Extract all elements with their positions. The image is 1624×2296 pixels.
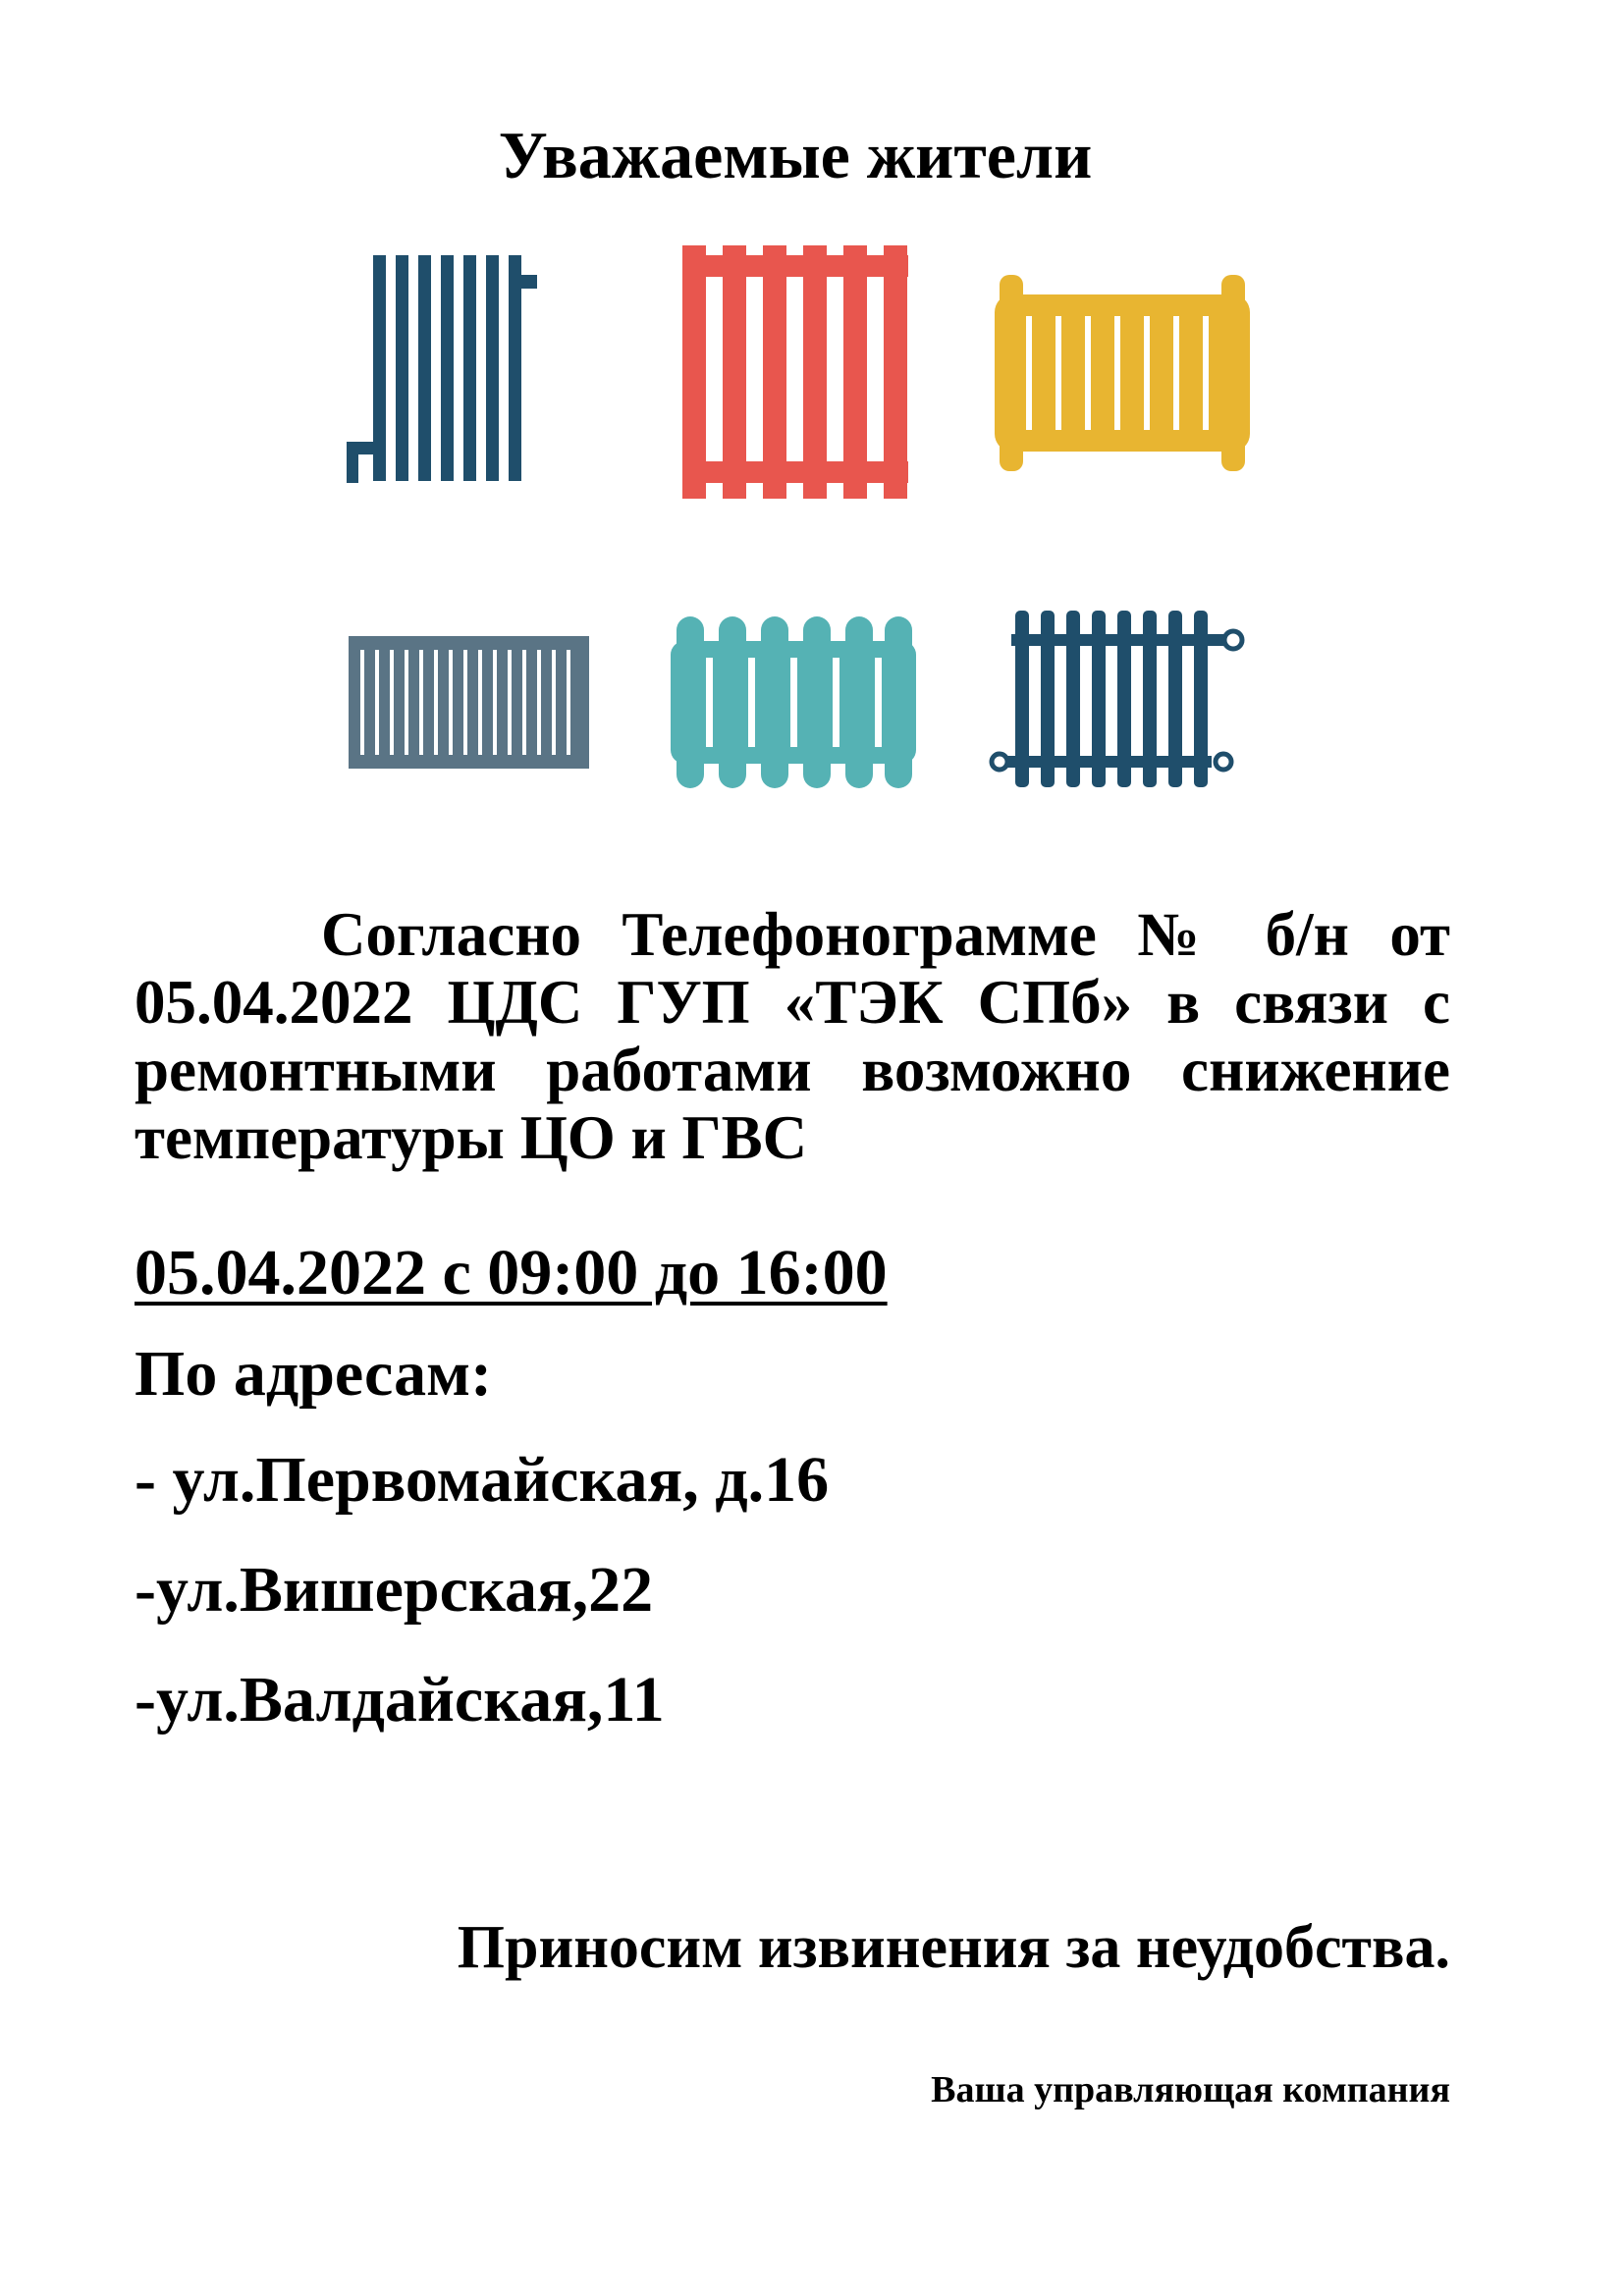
column-radiator-icon [671,616,916,788]
cast-iron-radiator-icon [995,275,1250,471]
addresses-title: По адресам: [135,1338,493,1410]
page-title: Уважаемые жители [498,118,1093,192]
panel-radiator-icon [339,250,565,486]
flat-panel-radiator-icon [349,636,589,769]
address-item: - ул.Первомайская, д.16 [135,1444,830,1516]
address-item: -ул.Валдайская,11 [135,1664,665,1735]
tubular-radiator-icon [992,609,1252,790]
address-item: -ул.Вишерская,22 [135,1554,654,1626]
sectional-radiator-icon [677,245,913,501]
signature: Ваша управляющая компания [931,2069,1450,2110]
outage-period: 05.04.2022 с 09:00 до 16:00 [135,1237,888,1308]
apology-text: Приносим извинения за неудобства. [457,1914,1450,1981]
notice-text: Согласно Телефонограмме № б/н от 05.04.2022 ЦДС ГУП «ТЭК СПб» в связи с ремонтными работами возможно снижение температуры ЦО и ГВС [135,900,1450,1172]
